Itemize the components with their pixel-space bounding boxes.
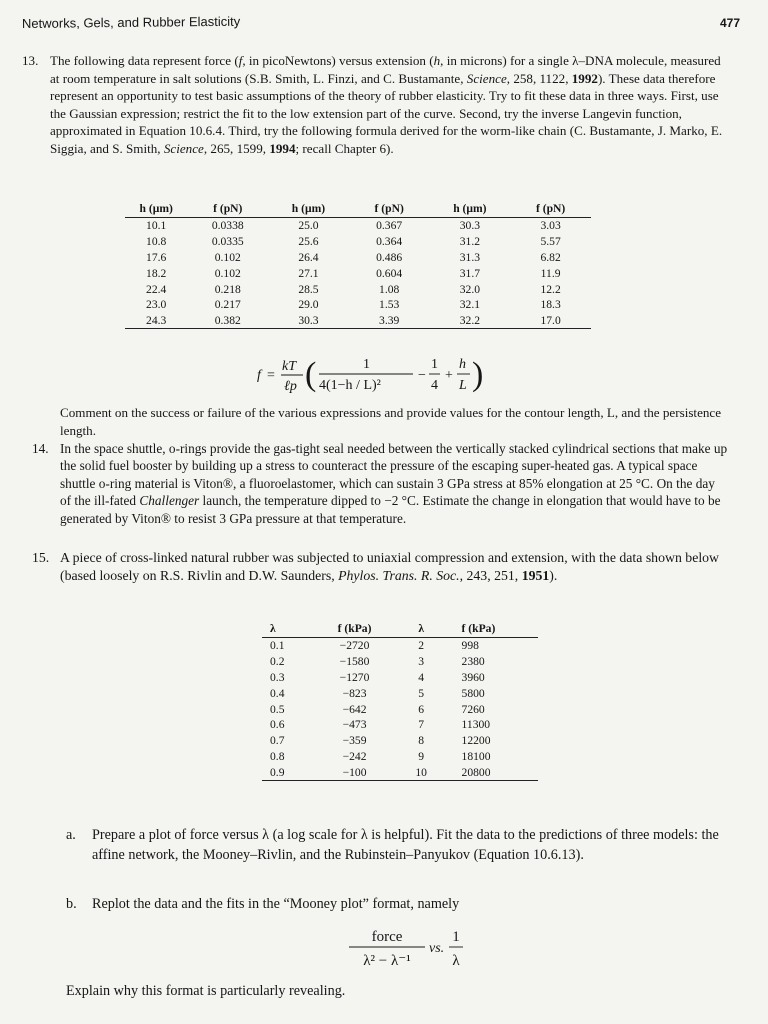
table-row (125, 250, 591, 266)
table-cell: 3960 (461, 670, 485, 684)
table-cell: 10 (393, 764, 450, 780)
table-cell: 0.7 (270, 734, 285, 748)
var-f: f (238, 53, 243, 68)
journal-name: Science (163, 140, 204, 156)
eq-paren-right: ) (472, 356, 484, 393)
eq-lp: ℓp (284, 379, 297, 394)
problem-text (60, 549, 728, 586)
table-cell: 28.5 (298, 282, 319, 296)
text-run: , in microns) for a single λ–DNA molecule, measured at room temperature in salt solutions (S.B. Smith, L. Finzi, and C. Bustamante, (50, 53, 721, 86)
table-row (262, 701, 538, 717)
table-cell: 26.4 (298, 250, 319, 264)
table-cell: 11300 (461, 718, 491, 732)
year: 1992 (571, 70, 598, 86)
column-header: h (μm) (268, 200, 349, 218)
table-cell: −242 (342, 749, 367, 763)
eq-kT: kT (282, 359, 296, 374)
table-cell: 32.0 (459, 282, 481, 296)
table-cell: 23.0 (146, 298, 167, 312)
eq-denominator: 4(1−h / L)² (319, 378, 381, 393)
table-cell: 3.39 (349, 313, 430, 329)
text-run: ). (549, 568, 558, 584)
var-h: h (433, 53, 441, 68)
table-cell: 11.9 (540, 266, 561, 280)
mooney-vs: vs. (429, 941, 445, 956)
table-row (125, 313, 591, 329)
column-header: f (pN) (510, 200, 591, 218)
problem-number: 14. (32, 441, 49, 456)
item-a (66, 826, 734, 865)
comment-text: Comment on the success or failure of the various expressions and provide values for the contour length, L, and the persistence length. (60, 405, 722, 438)
problem-14 (22, 440, 728, 527)
table-row (125, 281, 591, 297)
table-cell: 0.364 (376, 235, 403, 249)
year: 1994 (269, 140, 296, 156)
table-cell: 18.2 (146, 266, 167, 280)
table-cell: 0.218 (214, 282, 241, 296)
table-cell: 20800 (450, 764, 538, 780)
table-cell: −642 (342, 702, 367, 716)
table-cell: 2 (418, 639, 425, 653)
table-row (262, 748, 538, 764)
table-cell: 18.3 (540, 298, 561, 312)
table-row (262, 733, 538, 749)
table-cell: 0.9 (262, 764, 316, 780)
eq-plus: + (445, 368, 453, 383)
item-text: Replot the data and the fits in the “Mooney plot” format, namely (92, 896, 460, 912)
table-row (125, 234, 591, 250)
eq-one: 1 (363, 357, 370, 372)
problem-number: 15. (32, 550, 50, 565)
problem-text (50, 52, 728, 158)
table-cell: 0.604 (376, 266, 403, 280)
problem-13-comment (22, 404, 728, 439)
table-cell: 17.6 (146, 250, 167, 264)
table-cell: 0.102 (214, 250, 241, 264)
item-label: a. (66, 827, 76, 843)
column-header: f (kPa) (450, 620, 538, 638)
mooney-r-num: 1 (452, 929, 460, 945)
journal-name: Phylos. Trans. R. Soc. (338, 568, 460, 584)
table-cell: 5.57 (540, 235, 561, 249)
table-cell: 0.367 (376, 219, 403, 233)
table-row (125, 297, 591, 313)
table-cell: 31.2 (459, 235, 481, 249)
table-cell: 1.08 (379, 282, 400, 296)
table-cell: 0.1 (270, 639, 285, 653)
problem-number: 13. (22, 53, 39, 68)
table-cell: 25.0 (298, 219, 319, 233)
table-cell: −100 (316, 764, 393, 780)
table-cell: 27.1 (298, 266, 319, 280)
text-run: , in picoNewtons) versus extension ( (242, 53, 434, 68)
table-cell: 24.3 (125, 313, 187, 329)
table-cell: 0.217 (214, 298, 241, 312)
table-cell: 17.0 (510, 313, 591, 329)
mooney-plot-expression (345, 925, 475, 971)
table-cell: 6.82 (540, 250, 561, 264)
mooney-denominator: λ² − λ⁻¹ (363, 953, 411, 969)
item-label: b. (66, 896, 77, 912)
table-cell: −1270 (339, 670, 370, 684)
problem-15 (22, 549, 728, 586)
table-cell: 30.3 (459, 219, 481, 233)
journal-name: Science (466, 70, 507, 86)
item-b (66, 895, 734, 915)
table-row (262, 670, 538, 686)
table-cell: 22.4 (146, 282, 167, 296)
table-cell: 31.3 (459, 250, 481, 264)
table-cell: 10.1 (146, 219, 167, 233)
running-head: Networks, Gels, and Rubber Elasticity (21, 13, 241, 31)
table-cell: 0.5 (270, 702, 285, 716)
text-run: A piece of cross-linked natural rubber was subjected to uniaxial compression and extension, with the data shown below (based loosely on R.S. Rivlin and D.W. Saunders, (60, 550, 720, 584)
eq-paren-left: ( (305, 356, 317, 393)
column-header: λ (262, 620, 316, 638)
table-cell: 32.2 (430, 313, 511, 329)
mooney-r-den: λ (452, 953, 460, 969)
shuttle-name: Challenger (139, 493, 200, 509)
table-cell: 998 (461, 639, 479, 653)
table-row (262, 638, 538, 654)
table-cell: 3.03 (540, 219, 561, 233)
text-run: , 265, 1599, (203, 140, 270, 156)
eq-quarter-den: 4 (431, 378, 438, 393)
table-cell: 0.486 (376, 250, 403, 264)
column-header: λ (393, 620, 450, 638)
table-cell: −2720 (339, 639, 370, 653)
text-run: , 243, 251, (459, 568, 522, 584)
column-header: f (pN) (349, 200, 430, 218)
table-cell: 2380 (461, 655, 485, 669)
text-run: launch, the temperature dipped to −2 °C. Estimate the change in elongation that would have to be generated by Viton® to resist 3 GPa pressure at that temperature. (60, 493, 721, 526)
table-cell: 3 (418, 655, 425, 669)
table-cell: −359 (342, 734, 367, 748)
table-cell: 12200 (461, 734, 491, 748)
text-run: ). These data therefore represent an opportunity to test basic assumptions of the theory of rubber elasticity. Try to fit these data in three ways. First, use the Gaussian expression; restrict the fit to the low extension part of the curve. Second, try the inverse Langevin function, approximated in Equation 10.6.4. Third, try the following formula derived for the worm-like chain (C. Bustamante, J. Marko, E. Siggia, and S. Smith, (50, 70, 723, 156)
item-text: Prepare a plot of force versus λ (a log scale for λ is helpful). Fit the data to the predictions of three models: the affine network, the Mooney–Rivlin, and the Rubinstein–Panyukov (Equation 10.6.13). (92, 827, 719, 863)
table-cell: 0.6 (270, 718, 285, 732)
page-number: 477 (719, 16, 740, 30)
text-run: , 258, 1122, (506, 70, 572, 86)
eq-quarter-num: 1 (431, 357, 438, 372)
table-cell: 0.102 (214, 266, 241, 280)
table-row (125, 265, 591, 281)
year: 1951 (521, 568, 550, 584)
eq-equals: = (267, 368, 275, 383)
table-cell: 0.0335 (211, 235, 244, 249)
table-cell: 0.3 (270, 670, 285, 684)
table-cell: 12.2 (540, 282, 561, 296)
table-cell: −1580 (339, 655, 370, 669)
problem-text (60, 440, 728, 527)
table-cell: 0.382 (187, 313, 268, 329)
table-row (262, 717, 538, 733)
eq-L: L (459, 378, 467, 393)
table-cell: 8 (418, 734, 425, 748)
table-cell: 0.8 (270, 749, 285, 763)
rubber-stress-strain-table (262, 620, 538, 781)
table-row (262, 764, 538, 780)
explain-line: Explain why this format is particularly revealing. (66, 983, 346, 999)
table-cell: 25.6 (298, 235, 319, 249)
table-row (125, 218, 591, 234)
dna-force-extension-table (125, 200, 591, 329)
table-row (262, 654, 538, 670)
table-cell: 6 (418, 702, 425, 716)
eq-lhs: f (257, 368, 261, 383)
table-cell: 18100 (461, 749, 491, 763)
table-cell: 31.7 (459, 266, 481, 280)
column-header: h (μm) (125, 200, 187, 218)
page-header (21, 13, 740, 38)
table-row (262, 685, 538, 701)
table-cell: 4 (418, 670, 425, 684)
table-cell: −473 (342, 718, 367, 732)
wlc-equation (255, 352, 515, 396)
table-cell: 10.8 (146, 235, 167, 249)
column-header: h (μm) (430, 200, 511, 218)
table-cell: 0.4 (270, 686, 285, 700)
table-cell: 32.1 (459, 298, 481, 312)
text-run: ; recall Chapter 6). (295, 140, 394, 156)
table-cell: 0.0338 (211, 219, 244, 233)
table-cell: −823 (342, 686, 367, 700)
table-cell: 0.2 (270, 655, 285, 669)
table-cell: 7 (418, 718, 425, 732)
text-run: In the space shuttle, o-rings provide the gas-tight seal needed between the vertically stacked cylindrical sections that make up the solid fuel booster by building up a stress to counteract the pressure of the escaping super-heated gas. A typical space shuttle o-ring material is Viton®, a fluoroelastomer, which can sustain 3 GPa stress at 85% elongation at 25 °C. On the day of the ill-fated (60, 441, 728, 509)
mooney-numerator: force (371, 929, 403, 945)
table-cell: 9 (418, 749, 425, 763)
table-cell: 1.53 (379, 298, 400, 312)
column-header: f (pN) (187, 200, 268, 218)
table-cell: 5800 (461, 686, 485, 700)
problem-13 (22, 52, 728, 158)
table-cell: 7260 (461, 702, 485, 716)
table-cell: 5 (418, 686, 425, 700)
column-header: f (kPa) (316, 620, 393, 638)
table-cell: 29.0 (298, 298, 319, 312)
table-cell: 30.3 (268, 313, 349, 329)
text-run: The following data represent force ( (50, 53, 239, 68)
eq-minus: − (418, 368, 426, 383)
eq-h: h (459, 357, 466, 372)
